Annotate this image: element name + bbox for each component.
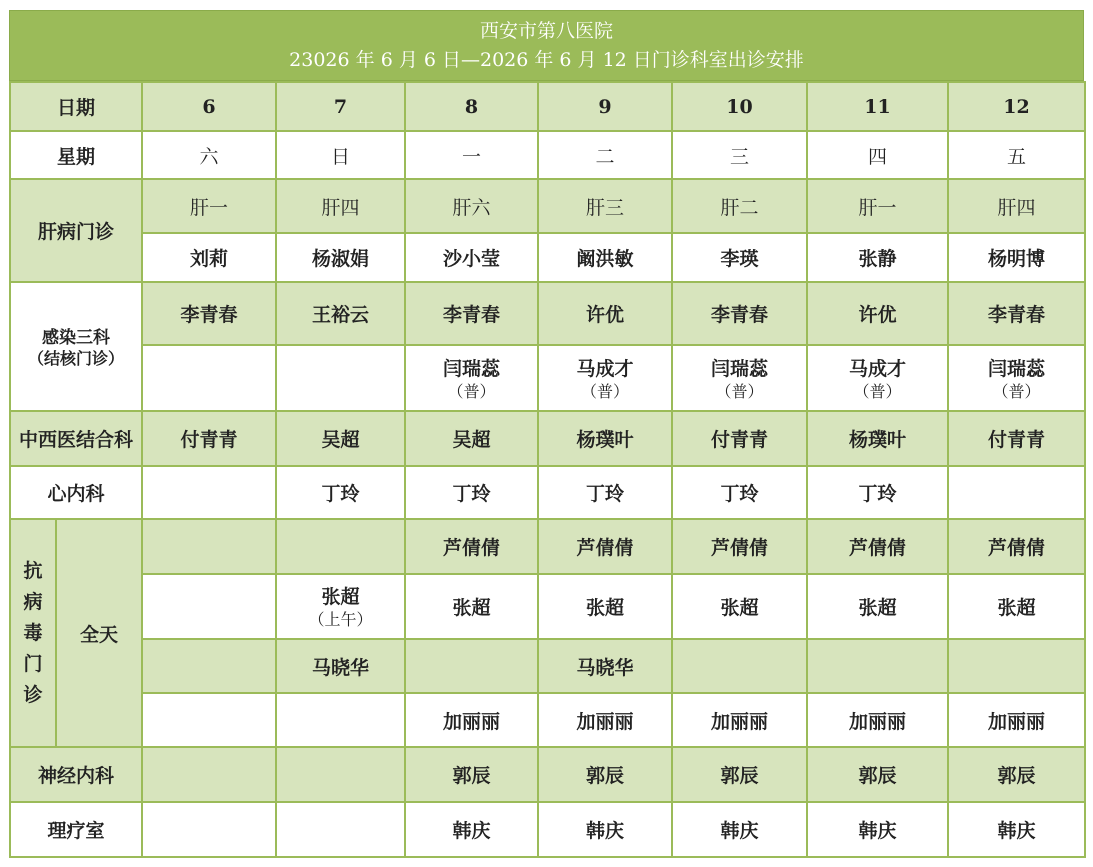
doctor-cell: 吴超 <box>405 411 538 466</box>
infection-sublabel: （结核门诊） <box>28 349 125 368</box>
doctor-cell: 张超 <box>948 574 1085 639</box>
doctor-cell: 张超 <box>538 574 672 639</box>
title-banner <box>9 10 1084 81</box>
doctor-cell: 付青青 <box>948 411 1085 466</box>
doctor-cell: 丁玲 <box>405 466 538 519</box>
infection-row-1 <box>10 282 1085 345</box>
doctor-cell: 杨淑娟 <box>276 233 405 282</box>
doctor-cell: 刘莉 <box>142 233 276 282</box>
doctor-cell: 韩庆 <box>807 802 948 857</box>
doctor-cell <box>807 639 948 693</box>
date-cell: 11 <box>807 82 948 131</box>
room-cell: 肝六 <box>405 179 538 233</box>
date-cell: 9 <box>538 82 672 131</box>
weekday-cell: 日 <box>276 131 405 179</box>
doctor-cell <box>142 693 276 747</box>
room-cell: 肝二 <box>672 179 807 233</box>
room-cell: 肝一 <box>142 179 276 233</box>
doctor-cell <box>142 802 276 857</box>
date-cell: 12 <box>948 82 1085 131</box>
weekday-row <box>10 131 1085 179</box>
doctor-cell <box>142 574 276 639</box>
doctor-cell: 张静 <box>807 233 948 282</box>
room-cell: 肝四 <box>948 179 1085 233</box>
doctor-cell: 芦倩倩 <box>405 519 538 574</box>
doctor-cell <box>276 747 405 802</box>
doctor-cell: 加丽丽 <box>807 693 948 747</box>
doctor-cell: 韩庆 <box>538 802 672 857</box>
doctor-cell: 付青青 <box>142 411 276 466</box>
room-cell: 肝三 <box>538 179 672 233</box>
doctor-cell: 张超 （上午） <box>276 574 405 639</box>
doctor-cell: 郭辰 <box>948 747 1085 802</box>
doctor-cell: 付青青 <box>672 411 807 466</box>
neuro-row <box>10 747 1085 802</box>
doctor-cell: 张超 <box>672 574 807 639</box>
doctor-cell: 郭辰 <box>672 747 807 802</box>
doctor-cell: 张超 <box>807 574 948 639</box>
tcm-row <box>10 411 1085 466</box>
doctor-cell: 加丽丽 <box>405 693 538 747</box>
doctor-cell <box>276 519 405 574</box>
doctor-cell: 马晓华 <box>276 639 405 693</box>
doctor-cell: 加丽丽 <box>538 693 672 747</box>
doctor-cell: 李瑛 <box>672 233 807 282</box>
liver-room-row <box>10 179 1085 233</box>
antiviral-row-3 <box>10 639 1085 693</box>
infection-label: 感染三科 <box>42 328 110 348</box>
doctor-cell <box>142 519 276 574</box>
doctor-cell: 马成才 （普） <box>807 345 948 411</box>
doctor-cell: 郭辰 <box>405 747 538 802</box>
weekday-cell: 四 <box>807 131 948 179</box>
doctor-cell <box>276 345 405 411</box>
doctor-cell: 许优 <box>807 282 948 345</box>
doctor-cell: 李青春 <box>948 282 1085 345</box>
doctor-cell: 马成才 （普） <box>538 345 672 411</box>
doctor-cell <box>142 345 276 411</box>
tcm-dept-label: 中西医结合科 <box>10 411 142 466</box>
weekday-cell: 一 <box>405 131 538 179</box>
doctor-cell: 丁玲 <box>807 466 948 519</box>
date-cell: 10 <box>672 82 807 131</box>
schedule-sheet <box>9 10 1084 858</box>
weekday-cell: 二 <box>538 131 672 179</box>
doctor-cell: 韩庆 <box>405 802 538 857</box>
doctor-cell: 闫瑞蕊 （普） <box>405 345 538 411</box>
hospital-name: 西安市第八医院 <box>479 19 613 42</box>
doctor-cell <box>672 639 807 693</box>
doctor-cell: 杨璞叶 <box>538 411 672 466</box>
antiviral-row-2 <box>10 574 1085 639</box>
infection-row-2 <box>10 345 1085 411</box>
date-cell: 8 <box>405 82 538 131</box>
room-cell: 肝四 <box>276 179 405 233</box>
doctor-cell: 张超 <box>405 574 538 639</box>
infection-dept-label <box>10 282 142 411</box>
antiviral-row-1 <box>10 519 1085 574</box>
doctor-cell: 吴超 <box>276 411 405 466</box>
doctor-cell: 闫瑞蕊 （普） <box>672 345 807 411</box>
weekday-cell: 三 <box>672 131 807 179</box>
doctor-cell: 丁玲 <box>672 466 807 519</box>
weekday-cell: 六 <box>142 131 276 179</box>
date-cell: 7 <box>276 82 405 131</box>
doctor-cell: 李青春 <box>405 282 538 345</box>
doctor-cell: 韩庆 <box>672 802 807 857</box>
doctor-cell: 杨明博 <box>948 233 1085 282</box>
doctor-cell: 加丽丽 <box>672 693 807 747</box>
antiviral-dept-label: 抗 病 毒 门 诊 <box>10 519 56 747</box>
liver-dept-label: 肝病门诊 <box>10 179 142 282</box>
doctor-cell <box>142 639 276 693</box>
room-cell: 肝一 <box>807 179 948 233</box>
doctor-cell: 芦倩倩 <box>948 519 1085 574</box>
neuro-dept-label: 神经内科 <box>10 747 142 802</box>
doctor-cell: 郭辰 <box>538 747 672 802</box>
antiviral-sublabel: 全天 <box>56 519 142 747</box>
cardio-dept-label: 心内科 <box>10 466 142 519</box>
schedule-title: 23026 年 6 月 6 日—2026 年 6 月 12 日门诊科室出诊安排 <box>289 48 804 71</box>
doctor-cell <box>276 802 405 857</box>
doctor-cell: 丁玲 <box>276 466 405 519</box>
schedule-table <box>9 81 1086 858</box>
doctor-cell <box>142 747 276 802</box>
doctor-cell: 芦倩倩 <box>807 519 948 574</box>
date-label: 日期 <box>10 82 142 131</box>
doctor-cell <box>948 639 1085 693</box>
doctor-cell: 杨璞叶 <box>807 411 948 466</box>
doctor-cell <box>142 466 276 519</box>
doctor-cell <box>276 693 405 747</box>
cardio-row <box>10 466 1085 519</box>
date-cell: 6 <box>142 82 276 131</box>
doctor-cell: 加丽丽 <box>948 693 1085 747</box>
weekday-cell: 五 <box>948 131 1085 179</box>
physio-dept-label: 理疗室 <box>10 802 142 857</box>
physio-row <box>10 802 1085 857</box>
doctor-cell: 阚洪敏 <box>538 233 672 282</box>
weekday-label: 星期 <box>10 131 142 179</box>
doctor-cell: 丁玲 <box>538 466 672 519</box>
doctor-cell: 李青春 <box>672 282 807 345</box>
doctor-cell: 李青春 <box>142 282 276 345</box>
doctor-cell: 沙小莹 <box>405 233 538 282</box>
doctor-cell <box>948 466 1085 519</box>
doctor-cell: 闫瑞蕊 （普） <box>948 345 1085 411</box>
doctor-cell: 芦倩倩 <box>538 519 672 574</box>
doctor-cell: 王裕云 <box>276 282 405 345</box>
antiviral-row-4 <box>10 693 1085 747</box>
doctor-cell: 马晓华 <box>538 639 672 693</box>
doctor-cell: 韩庆 <box>948 802 1085 857</box>
doctor-cell <box>405 639 538 693</box>
doctor-cell: 芦倩倩 <box>672 519 807 574</box>
date-row <box>10 82 1085 131</box>
doctor-cell: 许优 <box>538 282 672 345</box>
liver-doctor-row <box>10 233 1085 282</box>
doctor-cell: 郭辰 <box>807 747 948 802</box>
